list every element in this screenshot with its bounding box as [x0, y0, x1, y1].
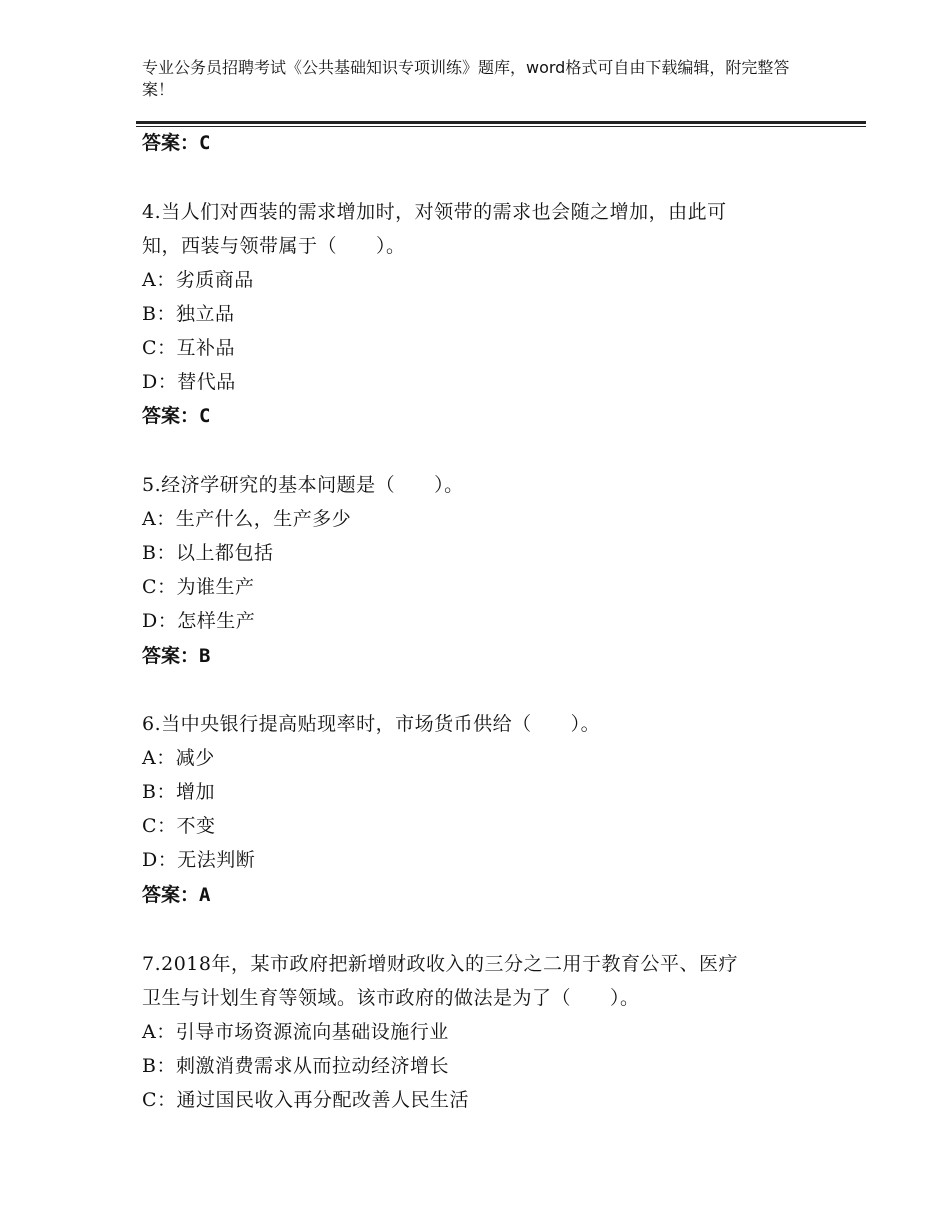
answer-line — [142, 883, 210, 907]
option-item: D：怎样生产 — [142, 610, 256, 632]
option-item: C：通过国民收入再分配改善人民生活 — [142, 1089, 470, 1111]
option-item: D：无法判断 — [142, 849, 256, 871]
answer-value: C — [199, 405, 211, 427]
option-item: D：替代品 — [142, 371, 236, 393]
answer-line — [142, 131, 210, 155]
question-stem: 4.当人们对西装的需求增加时，对领带的需求也会随之增加，由此可 — [142, 201, 727, 223]
option-item: A：生产什么，生产多少 — [142, 508, 352, 530]
option-item: C：为谁生产 — [142, 576, 255, 598]
option-item: A：引导市场资源流向基础设施行业 — [142, 1021, 449, 1043]
option-item: C：互补品 — [142, 337, 236, 359]
option-item: B：独立品 — [142, 303, 235, 325]
question-stem: 知，西装与领带属于（ ）。 — [142, 235, 406, 257]
answer-label: 答案： — [142, 405, 200, 427]
option-item: C：不变 — [142, 815, 216, 837]
answer-line — [142, 644, 210, 668]
answer-value: A — [199, 884, 211, 906]
header-rule-thin — [136, 126, 866, 127]
option-item: A：劣质商品 — [142, 269, 254, 291]
answer-label: 答案： — [142, 132, 200, 154]
option-item: B：以上都包括 — [142, 542, 274, 564]
option-item: B：刺激消费需求从而拉动经济增长 — [142, 1055, 449, 1077]
option-item: A：减少 — [142, 747, 215, 769]
answer-label: 答案： — [142, 645, 200, 667]
option-item: B：增加 — [142, 781, 215, 803]
question-stem: 6.当中央银行提高贴现率时，市场货币供给（ ）。 — [142, 713, 601, 735]
answer-label: 答案： — [142, 884, 200, 906]
header-rule-thick — [136, 121, 866, 124]
answer-value: C — [199, 132, 211, 154]
question-stem: 卫生与计划生育等领域。该市政府的做法是为了（ ）。 — [142, 987, 640, 1009]
question-stem: 5.经济学研究的基本问题是（ ）。 — [142, 474, 464, 496]
document-header: 专业公务员招聘考试《公共基础知识专项训练》题库，word格式可自由下载编辑，附完整答案！ — [142, 58, 790, 99]
question-stem: 7.2018年，某市政府把新增财政收入的三分之二用于教育公平、医疗 — [142, 953, 738, 975]
answer-line — [142, 404, 210, 428]
answer-value: B — [199, 645, 211, 667]
